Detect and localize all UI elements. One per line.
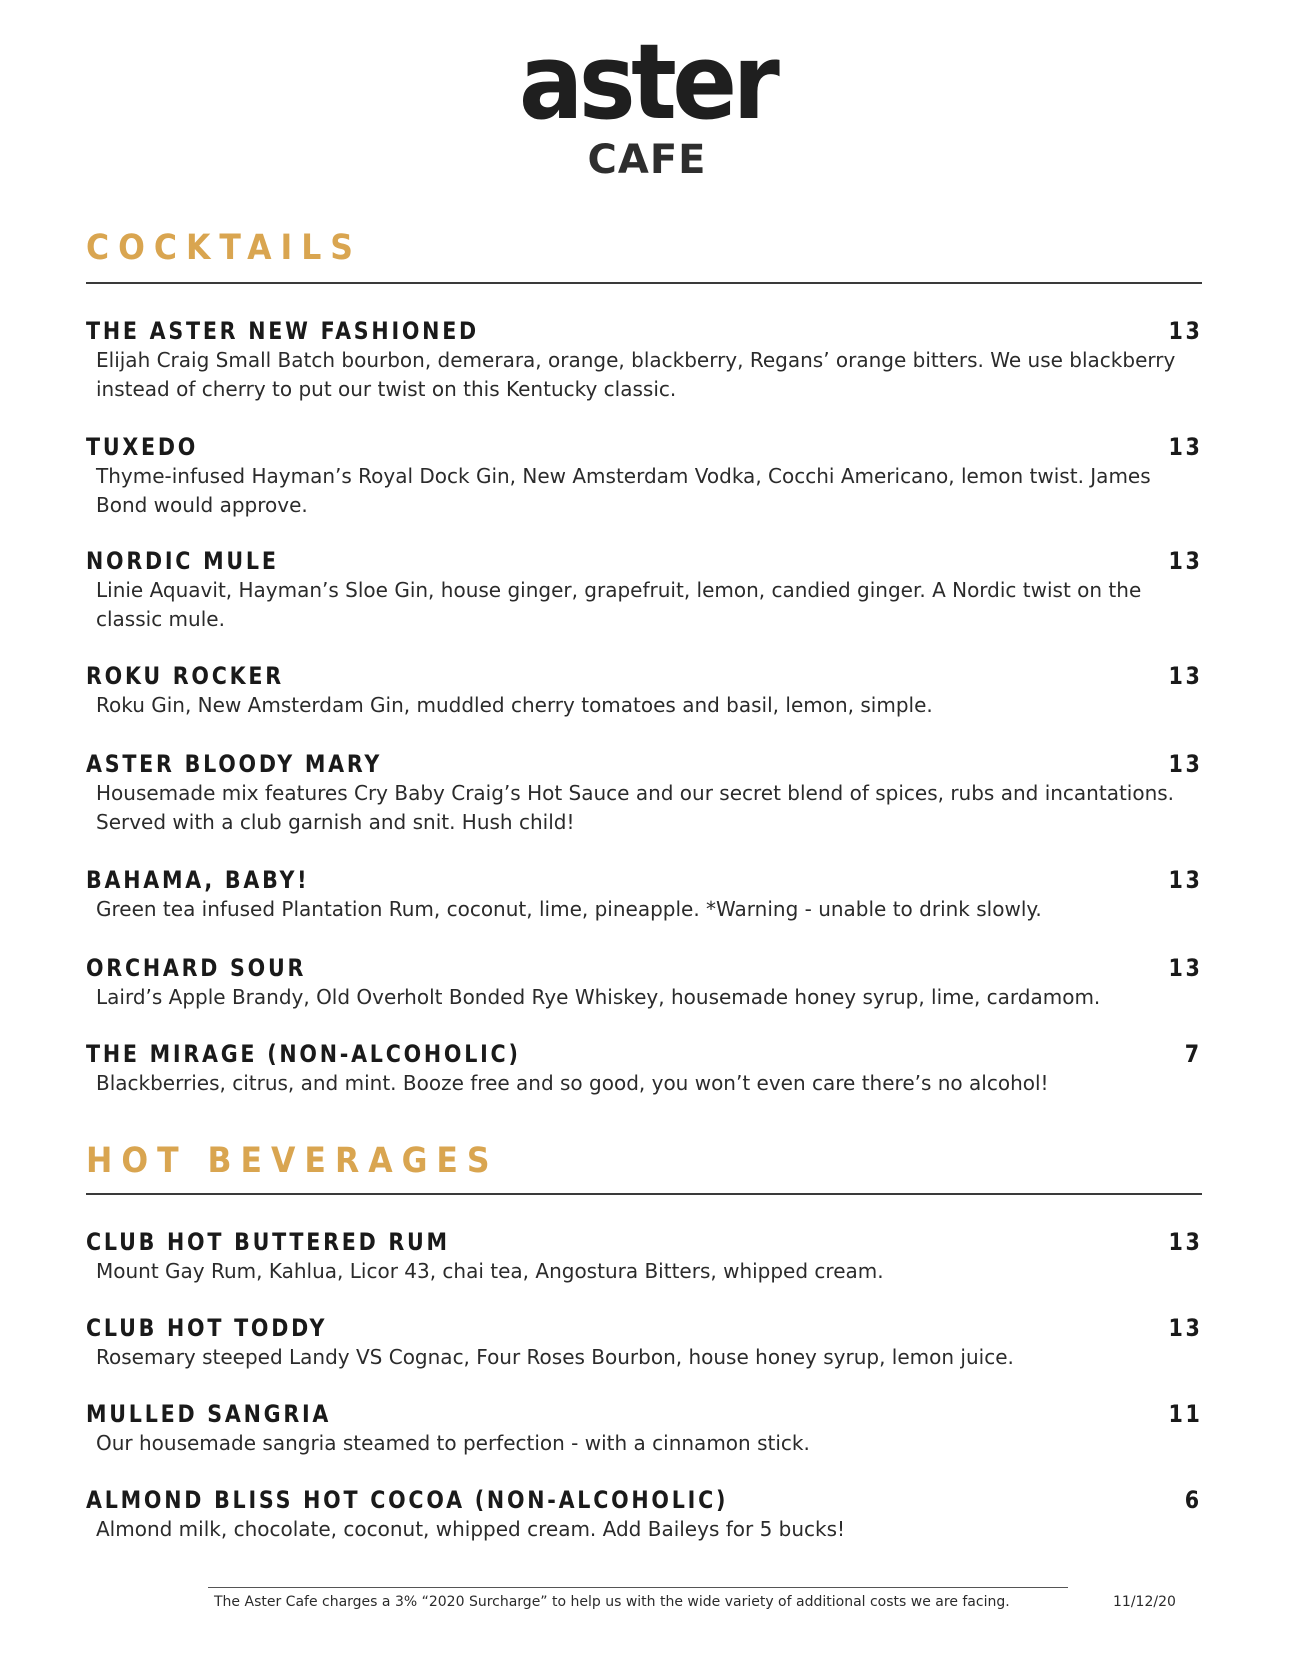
menu-item (86, 432, 1202, 520)
menu-item (86, 865, 1202, 924)
item-price: 13 (1168, 954, 1202, 982)
item-price: 13 (1168, 866, 1202, 894)
menu-date: 11/12/20 (1113, 1594, 1176, 1610)
item-price: 13 (1168, 1314, 1202, 1342)
logo (0, 21, 1294, 183)
item-name: ROKU ROCKER (86, 662, 284, 690)
item-description: Linie Aquavit, Hayman’s Sloe Gin, house ginger, grapefruit, lemon, candied ginger. A Nordic twist on the classic mule. (96, 578, 1142, 631)
item-name: THE MIRAGE (NON-ALCOHOLIC) (86, 1040, 521, 1068)
menu-item (86, 661, 1202, 720)
item-description: Elijah Craig Small Batch bourbon, demerara, orange, blackberry, Regans’ orange bitters. We use blackberry instead of cherry to put our twist on this Kentucky classic. (96, 348, 1176, 401)
item-price: 6 (1185, 1486, 1202, 1514)
item-name: THE ASTER NEW FASHIONED (86, 317, 479, 345)
menu-item (86, 1485, 1202, 1544)
item-name: ALMOND BLISS HOT COCOA (NON-ALCOHOLIC) (86, 1486, 729, 1514)
logo-wordmark: aster (518, 21, 776, 143)
item-description: Green tea infused Plantation Rum, coconut, lime, pineapple. *Warning - unable to drink slowly. (96, 897, 1042, 921)
logo-subtitle: CAFE (587, 137, 707, 183)
item-description: Roku Gin, New Amsterdam Gin, muddled cherry tomatoes and basil, lemon, simple. (96, 693, 933, 717)
section-title-hot-beverages: HOT BEVERAGES (86, 1141, 499, 1181)
menu-item (86, 1227, 1202, 1286)
item-description: Laird’s Apple Brandy, Old Overholt Bonded Rye Whiskey, housemade honey syrup, lime, cardamom. (96, 985, 1101, 1009)
item-price: 11 (1168, 1400, 1202, 1428)
menu-item (86, 316, 1202, 404)
item-description: Mount Gay Rum, Kahlua, Licor 43, chai tea, Angostura Bitters, whipped cream. (96, 1259, 884, 1283)
section-title-cocktails: COCKTAILS (86, 228, 362, 268)
item-price: 13 (1168, 750, 1202, 778)
item-description: Housemade mix features Cry Baby Craig’s Hot Sauce and our secret blend of spices, rubs and incantations. Served with a club garnish and snit. Hush child! (96, 781, 1175, 834)
item-name: CLUB HOT TODDY (86, 1314, 328, 1342)
item-name: ORCHARD SOUR (86, 954, 307, 982)
item-name: NORDIC MULE (86, 547, 279, 575)
menu-item (86, 1313, 1202, 1372)
item-price: 13 (1168, 547, 1202, 575)
item-name: CLUB HOT BUTTERED RUM (86, 1228, 450, 1256)
item-name: BAHAMA, BABY! (86, 866, 310, 894)
menu-item (86, 1039, 1202, 1098)
surcharge-note: The Aster Cafe charges a 3% “2020 Surcharge” to help us with the wide variety of additional costs we are facing. (214, 1594, 1010, 1610)
item-name: ASTER BLOODY MARY (86, 750, 383, 778)
item-description: Our housemade sangria steamed to perfection - with a cinnamon stick. (96, 1431, 810, 1455)
item-name: MULLED SANGRIA (86, 1400, 332, 1428)
item-description: Almond milk, chocolate, coconut, whipped cream. Add Baileys for 5 bucks! (96, 1517, 846, 1541)
item-name: TUXEDO (86, 433, 199, 461)
section-divider (86, 1193, 1202, 1195)
item-price: 13 (1168, 317, 1202, 345)
menu-item (86, 546, 1202, 634)
item-price: 13 (1168, 433, 1202, 461)
item-price: 7 (1185, 1040, 1202, 1068)
item-price: 13 (1168, 662, 1202, 690)
menu-item (86, 749, 1202, 837)
footer-divider (208, 1587, 1068, 1588)
menu-item (86, 1399, 1202, 1458)
section-divider (86, 282, 1202, 284)
menu-item (86, 953, 1202, 1012)
item-description: Rosemary steeped Landy VS Cognac, Four Roses Bourbon, house honey syrup, lemon juice. (96, 1345, 1014, 1369)
item-price: 13 (1168, 1228, 1202, 1256)
item-description: Thyme-infused Hayman’s Royal Dock Gin, New Amsterdam Vodka, Cocchi Americano, lemon twist. James Bond would approve. (96, 464, 1151, 517)
item-description: Blackberries, citrus, and mint. Booze free and so good, you won’t even care there’s no alcohol! (96, 1071, 1049, 1095)
